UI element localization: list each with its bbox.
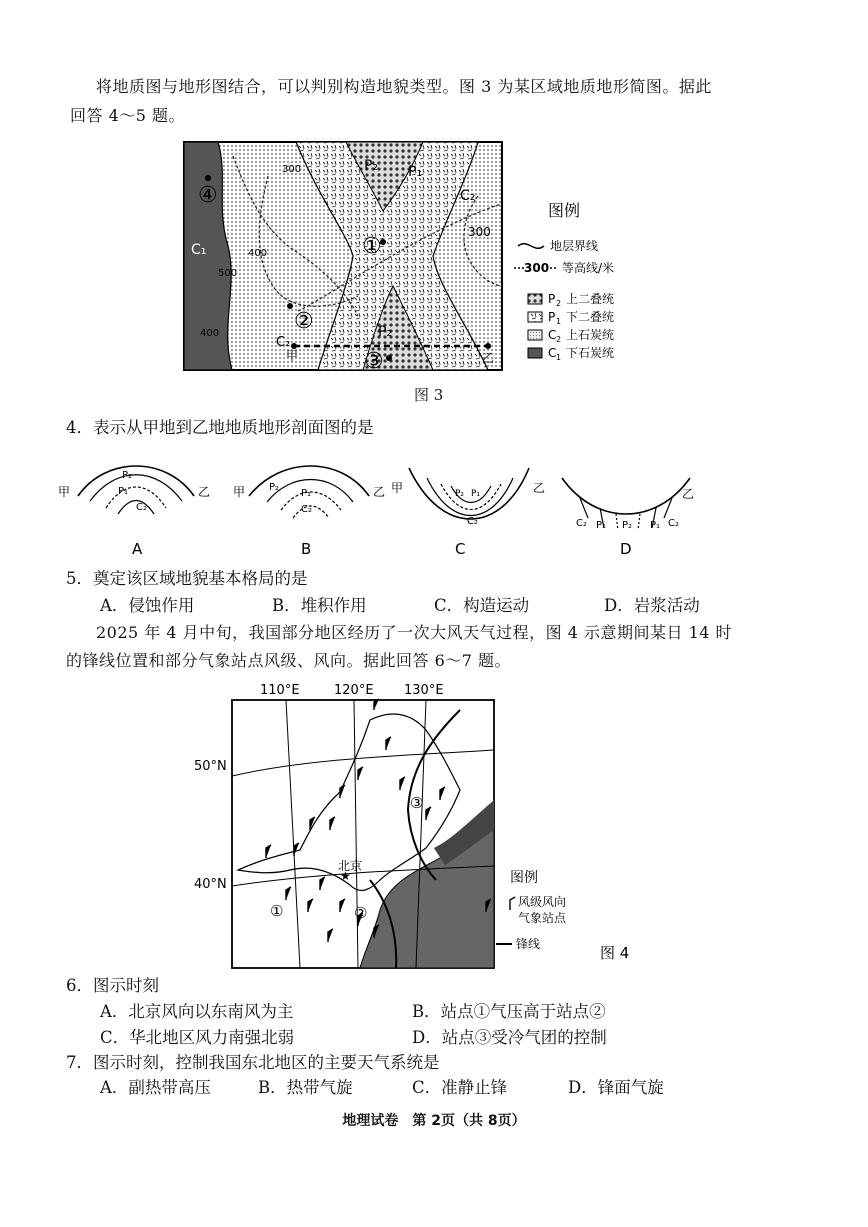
svg-text:C₂: C₂ xyxy=(467,516,478,527)
question-4-stem: 4．表示从甲地到乙地地质地形剖面图的是 xyxy=(66,418,374,437)
option-a-diagram xyxy=(58,466,210,558)
svg-text:P₁: P₁ xyxy=(596,520,607,531)
point-3: ③ xyxy=(364,349,384,374)
figure-3-geologic-map xyxy=(178,136,648,376)
page-footer: 地理试卷 第 2页（共 8页） xyxy=(342,1113,526,1129)
q7-option-d[interactable]: D．锋面气旋 xyxy=(568,1078,664,1097)
point-2: ② xyxy=(294,309,314,334)
svg-text:2: 2 xyxy=(556,335,562,344)
question-6-stem: 6．图示时刻 xyxy=(66,976,159,995)
option-c-diagram xyxy=(391,468,545,558)
option-a-label: A xyxy=(132,540,143,558)
contour-label: 400 xyxy=(248,248,268,259)
svg-text:③: ③ xyxy=(410,794,424,812)
svg-text:气象站点: 气象站点 xyxy=(518,911,567,925)
svg-text:乙: 乙 xyxy=(682,487,695,501)
q4-options-diagrams xyxy=(56,456,776,566)
svg-text:风级风向: 风级风向 xyxy=(518,895,567,909)
svg-text:120°E: 120°E xyxy=(334,683,374,698)
label-p2b: P₂ xyxy=(378,324,393,340)
legend-p2-code: P xyxy=(548,292,556,306)
label-p2: P₂ xyxy=(364,158,379,174)
option-d-diagram xyxy=(562,478,694,558)
svg-text:P₂: P₂ xyxy=(269,482,280,493)
label-jia: 甲 xyxy=(286,349,299,363)
legend-p2: 上二叠统 xyxy=(566,292,615,306)
intro-line-1: 将地质图与地形图结合，可以判别构造地貌类型。图 3 为某区域地质地形简图。据此 xyxy=(96,77,712,96)
question-5-stem: 5．奠定该区域地貌基本格局的是 xyxy=(66,569,308,588)
q5-option-a[interactable]: A．侵蚀作用 xyxy=(100,596,195,615)
option-b-label: B xyxy=(301,540,312,558)
q6-option-a[interactable]: A．北京风向以东南风为主 xyxy=(100,1002,294,1021)
svg-text:乙: 乙 xyxy=(373,485,386,499)
svg-text:P₁: P₁ xyxy=(118,486,129,497)
option-d-label: D xyxy=(620,540,632,558)
legend-p1: 下二叠统 xyxy=(566,310,615,324)
q7-option-c[interactable]: C．准静止锋 xyxy=(412,1078,508,1097)
figure-4-weather-map xyxy=(190,680,650,976)
svg-text:50°N: 50°N xyxy=(194,759,227,774)
legend-boundary: 地层界线 xyxy=(550,239,599,253)
legend-c2: 上石炭统 xyxy=(566,328,615,342)
svg-text:P₂: P₂ xyxy=(122,470,133,481)
city-beijing: 北京 xyxy=(338,859,363,873)
svg-text:P₁: P₁ xyxy=(471,489,481,499)
svg-text:40°N: 40°N xyxy=(194,877,227,892)
svg-text:甲: 甲 xyxy=(391,481,404,495)
svg-text:P₂: P₂ xyxy=(622,520,633,531)
svg-text:图例: 图例 xyxy=(510,870,538,886)
q6-option-b[interactable]: B．站点①气压高于站点② xyxy=(412,1002,606,1021)
label-p1: P₁ xyxy=(408,164,423,180)
legend-contour-value: 300 xyxy=(524,261,550,275)
point-4: ④ xyxy=(198,183,218,208)
option-b-diagram xyxy=(233,466,385,558)
legend-c1-code: C xyxy=(548,346,557,360)
q7-option-a[interactable]: A．副热带高压 xyxy=(100,1078,211,1097)
intro-line-2: 回答 4～5 题。 xyxy=(70,106,186,125)
label-c2: C₂ xyxy=(460,188,476,204)
label-c1: C₁ xyxy=(191,242,207,258)
q5-option-d[interactable]: D．岩浆活动 xyxy=(604,596,700,615)
question-7-stem: 7．图示时刻，控制我国东北地区的主要天气系统是 xyxy=(66,1053,440,1072)
legend-title: 图例 xyxy=(548,201,581,220)
intro2-line-2: 的锋线位置和部分气象站点风级、风向。据此回答 6～7 题。 xyxy=(66,651,512,670)
svg-text:C₂: C₂ xyxy=(301,504,312,515)
q7-option-b[interactable]: B．热带气旋 xyxy=(258,1078,353,1097)
figure-3-legend xyxy=(514,201,614,362)
contour-300: 300 xyxy=(468,225,491,239)
svg-text:②: ② xyxy=(354,904,368,922)
svg-text:P₁: P₁ xyxy=(650,520,661,531)
svg-text:C₂: C₂ xyxy=(576,518,587,529)
label-yi: 乙 xyxy=(482,351,495,365)
q5-option-b[interactable]: B．堆积作用 xyxy=(272,596,367,615)
intro2-line-1: 2025 年 4 月中旬，我国部分地区经历了一次大风天气过程，图 4 示意期间某日 14 时 xyxy=(96,623,733,642)
svg-text:乙: 乙 xyxy=(533,481,546,495)
svg-text:1: 1 xyxy=(556,353,562,362)
svg-text:P₂: P₂ xyxy=(455,489,465,499)
svg-text:C₂: C₂ xyxy=(136,502,147,513)
contour-label: 400 xyxy=(200,328,220,339)
svg-text:130°E: 130°E xyxy=(404,683,444,698)
svg-text:①: ① xyxy=(270,902,284,920)
svg-text:110°E: 110°E xyxy=(260,683,300,698)
svg-text:C₂: C₂ xyxy=(668,518,679,529)
legend-p1-code: P xyxy=(548,310,556,324)
q6-option-d[interactable]: D．站点③受冷气团的控制 xyxy=(412,1028,607,1047)
point-1: ① xyxy=(362,234,382,259)
contour-label: 300 xyxy=(282,164,302,175)
svg-text:★: ★ xyxy=(340,869,351,883)
q5-option-c[interactable]: C．构造运动 xyxy=(434,596,530,615)
svg-text:锋线: 锋线 xyxy=(516,937,541,951)
svg-text:甲: 甲 xyxy=(233,485,246,499)
svg-text:2: 2 xyxy=(556,299,562,308)
q6-option-c[interactable]: C．华北地区风力南强北弱 xyxy=(100,1028,295,1047)
map-body xyxy=(184,142,502,370)
svg-text:乙: 乙 xyxy=(198,485,211,499)
svg-text:甲: 甲 xyxy=(58,485,71,499)
svg-text:P₁: P₁ xyxy=(301,488,312,499)
figure-4-caption: 图 4 xyxy=(600,944,630,962)
legend-contour: 等高线/米 xyxy=(562,261,615,275)
legend-c1: 下石炭统 xyxy=(566,346,615,360)
contour-label: 500 xyxy=(218,268,238,279)
figure-3-caption: 图 3 xyxy=(414,386,444,404)
label-c2b: C₂ xyxy=(276,335,291,350)
figure-4-legend xyxy=(496,870,629,962)
legend-c2-code: C xyxy=(548,328,557,342)
svg-text:1: 1 xyxy=(556,317,562,326)
option-c-label: C xyxy=(455,540,466,558)
